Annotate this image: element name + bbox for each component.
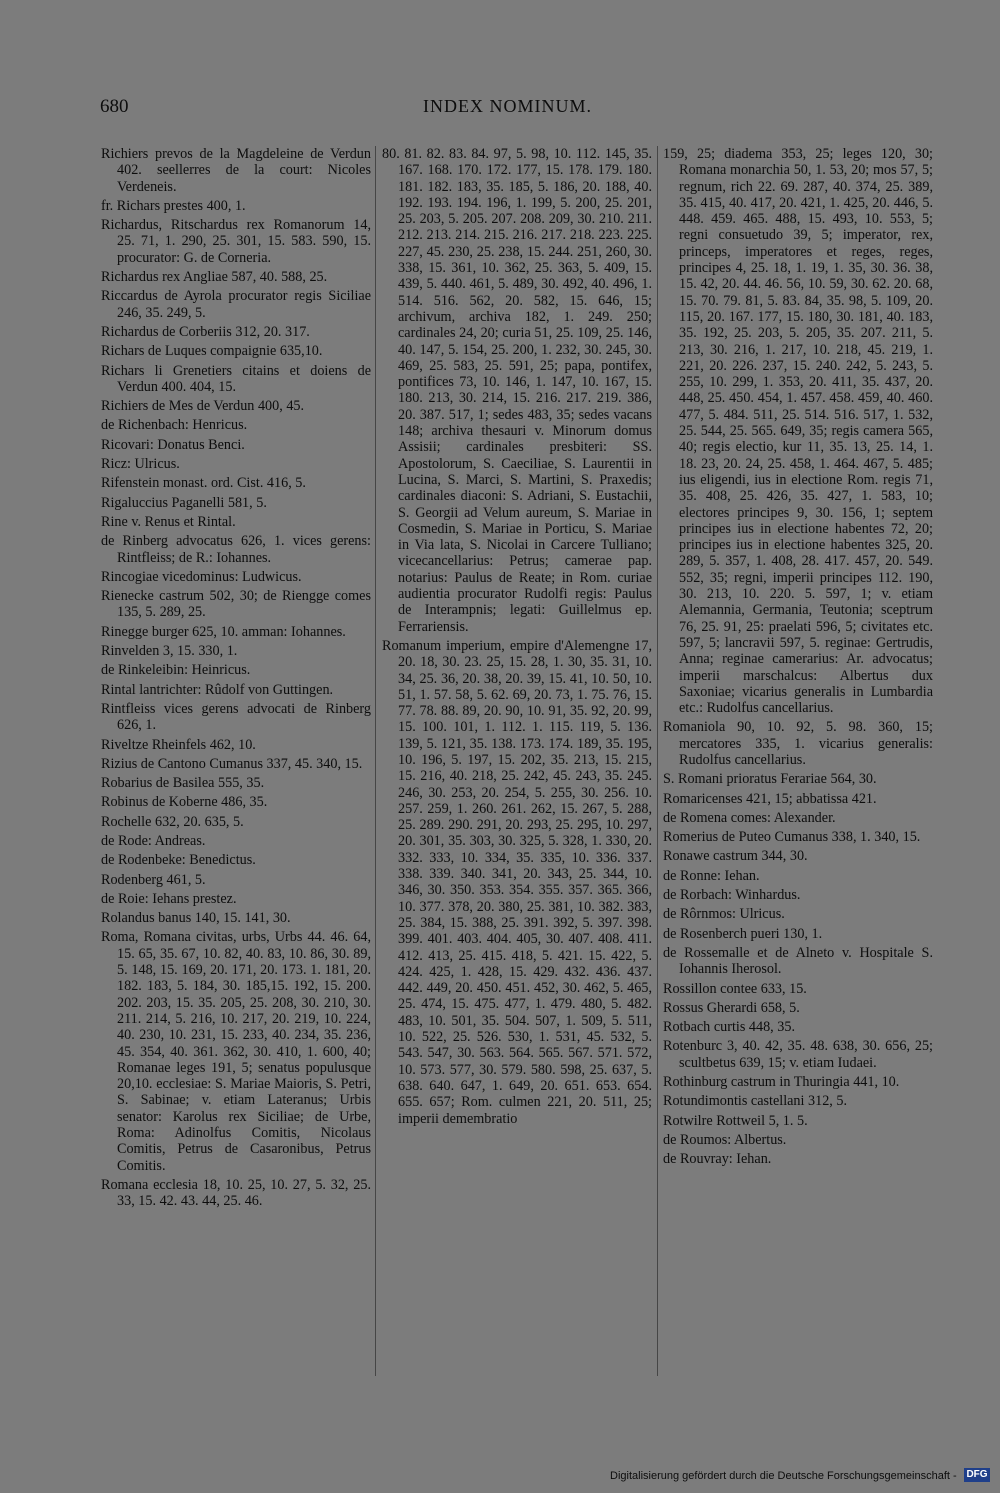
- index-entry: 159, 25; diadema 353, 25; leges 120, 30; Romana monarchia 50, 1. 53, 20; mos 57, 5; regnum, rich 22. 69. 287, 40. 374, 25. 389, 35. 415, 40. 417, 20. 421, 1. 425, 20. 446, 5. 448. 459. 465. 488, 15. 493, 10. 553, 5; regni consuetudo 39, 5; imperator, rex, princeps, imperatores et reges, reges, principes 4, 25. 18, 1. 19, 1. 35, 30. 36. 38, 15. 42, 20. 44. 46. 56, 10. 59, 30. 62. 20. 68, 15. 70. 79. 81, 5. 83. 84, 35. 98, 5. 109, 20. 115, 20. 167. 177, 15. 180, 30. 181, 40. 183, 35. 192, 25. 203, 5. 205, 35. 207. 211, 5. 213, 30. 216, 1. 217, 10. 218, 45. 219, 1. 221, 20. 226. 237, 15. 240. 242, 5. 243, 5. 255, 10. 299, 1. 353, 20. 411, 35. 437, 20. 448, 25. 450. 454, 1. 457. 458. 459, 40. 460. 477, 5. 484. 511, 25. 514. 516. 517, 1. 532, 25. 544, 25. 565. 649, 35; regis camera 565, 40; regis electio, kur 11, 35. 13, 25. 14, 1. 18. 23, 20. 24, 25. 458, 1. 464. 467, 5. 485; ius eligendi, ius in electione Rom. regis 71, 35. 408, 25. 426, 35. 427, 1. 583, 10; electores principes 9, 30. 156, 1; septem principes ius in electione habentes 72, 20; principes ius in electione habentes 325, 20. 289, 5. 357, 1. 408, 28. 417. 457, 20. 549. 552, 35; regni, imperii principes 112. 190, 30. 213, 10. 220. 5. 597, 1; v. etiam Alemannia, Germania, Teutonia; sceptrum 76, 25. 91, 25: praelati 596, 5; civitates etc. 597, 5; lancravii 597, 5. reginae: Gertrudis, Anna; reginae camerarius: Ar. advocatus; imperii marschalcus: Albertus dux Saxoniae; vicarius generalis in Lumbardia etc.: Rudolfus cancellarius.: [663, 146, 933, 717]
- index-entry: Richardus rex Angliae 587, 40. 588, 25.: [101, 269, 328, 286]
- index-entry: Robinus de Koberne 486, 35.: [101, 794, 268, 811]
- index-entry: Ronawe castrum 344, 30.: [663, 848, 808, 865]
- index-entry: Rienecke castrum 502, 30; de Riengge comes 135, 5. 289, 25.: [101, 588, 371, 621]
- page-header: [100, 96, 915, 120]
- index-entry: Rigaluccius Paganelli 581, 5.: [101, 494, 267, 511]
- index-entry: Richars de Luques compaignie 635,10.: [101, 343, 323, 360]
- index-entry: de Richenbach: Henricus.: [101, 417, 248, 434]
- digitization-credit: Digitalisierung gefördert durch die Deutsche Forschungsgemeinschaft -: [610, 1470, 957, 1482]
- index-entry: de Rossemalle et de Alneto v. Hospitale S. Iohannis Iherosol.: [663, 944, 933, 978]
- index-entry: S. Romani prioratus Ferariae 564, 30.: [663, 771, 877, 788]
- index-entry: Rinegge burger 625, 10. amman: Iohannes.: [101, 623, 346, 640]
- index-column-1: [101, 146, 371, 1386]
- index-entry: de Ronne: Iehan.: [663, 867, 760, 884]
- index-entry: Romaricenses 421, 15; abbatissa 421.: [663, 790, 877, 807]
- index-entry: de Rinberg advocatus 626, 1. vices gerens: Rintfleiss; de R.: Iohannes.: [101, 533, 371, 566]
- index-entry: Rolandus banus 140, 15. 141, 30.: [101, 910, 291, 927]
- index-entry: Riveltze Rheinfels 462, 10.: [101, 736, 256, 753]
- index-entry: Rizius de Cantono Cumanus 337, 45. 340, 15.: [101, 755, 363, 772]
- index-entry: Rochelle 632, 20. 635, 5.: [101, 813, 244, 830]
- index-entry: de Rode: Andreas.: [101, 832, 206, 849]
- index-entry: Rifenstein monast. ord. Cist. 416, 5.: [101, 475, 306, 492]
- index-entry: Richiers de Mes de Verdun 400, 45.: [101, 398, 305, 415]
- index-entry: Richiers prevos de la Magdeleine de Verdun 402. seellerres de la court: Nicoles Verdeneis.: [101, 146, 371, 195]
- index-entry: Rintal lantrichter: Rûdolf von Guttingen.: [101, 681, 334, 698]
- index-entry: de Rorbach: Winhardus.: [663, 887, 801, 904]
- index-column-3: [663, 146, 933, 1386]
- index-entry: Romaniola 90, 10. 92, 5. 98. 360, 15; mercatores 335, 1. vicarius generalis: Rudolfus cancellarius.: [663, 719, 933, 768]
- index-entry: Romanum imperium, empire d'Alemengne 17, 20. 18, 30. 23. 25, 15. 28, 1. 30, 35. 31, 10. 34, 25. 36, 20. 38, 20. 39, 15. 41, 10. 50, 10. 51, 1. 57. 58, 5. 62. 69, 20. 73, 1. 75. 76, 15. 77. 78. 88. 89, 20. 90, 10. 91, 35. 92, 20. 99, 15. 100. 101, 1. 112. 1. 115. 119, 5. 136. 139, 5. 121, 35. 138. 173. 174. 189, 35. 195, 10. 196, 5. 197, 15. 202, 35. 213, 15. 215, 15. 216, 40. 218, 25. 242, 45. 243, 35. 245. 246, 30. 253, 20. 254, 5. 255, 30. 256. 10. 257. 259, 1. 260. 261. 262, 15. 267, 5. 288, 25. 289. 290. 291, 20. 293, 25. 295, 10. 297, 20. 301, 35. 303, 30. 325, 5. 328, 1. 330, 20. 332. 333, 10. 334, 35. 335, 10. 336. 337. 338. 339. 340. 341, 20. 343, 25. 344, 10. 346, 30. 350. 353. 354. 355. 357. 365. 366, 10. 377. 378, 20. 380, 25. 381, 10. 382. 383, 25. 384, 15. 388, 25. 391. 392, 5. 397. 398. 399. 401. 403. 404. 405, 30. 407. 408. 411. 412. 413, 25. 415. 418, 5. 421. 15. 422, 5. 424. 425, 1. 428, 15. 429. 432. 436. 437. 442. 449, 20. 450. 451. 452, 30. 462, 5. 465, 25. 474, 15. 475. 477, 1. 479. 480, 5. 482. 483, 10. 501, 35. 504. 507, 1. 509, 5. 511, 10. 522, 25. 526. 530, 1. 531, 45. 532, 5. 543. 547, 30. 563. 564. 565. 567. 571. 572, 10. 573. 577, 30. 579. 580. 598, 25. 637, 5. 638. 640. 647, 1. 649, 20. 651. 653. 654. 655. 657; Rom. culmen 221, 20. 511, 25; imperii demembratio: [382, 637, 652, 1127]
- index-entry: Rothinburg castrum in Thuringia 441, 10.: [663, 1074, 900, 1091]
- index-entry: de Romena comes: Alexander.: [663, 809, 836, 826]
- index-entry: de Roumos: Albertus.: [663, 1131, 787, 1148]
- index-entry: Richars li Grenetiers citains et doiens de Verdun 400. 404, 15.: [101, 362, 371, 395]
- column-rule: [657, 146, 658, 1376]
- index-entry: de Rouvray: Iehan.: [663, 1151, 772, 1168]
- index-entry: de Rosenberch pueri 130, 1.: [663, 925, 823, 942]
- index-entry: Rotundimontis castellani 312, 5.: [663, 1093, 848, 1110]
- index-entry: Rincogiae vicedominus: Ludwicus.: [101, 568, 302, 585]
- index-entry: Romana ecclesia 18, 10. 25, 10. 27, 5. 32, 25. 33, 15. 42. 43. 44, 25. 46.: [101, 1176, 371, 1210]
- index-entry: de Rinkeleibin: Heinricus.: [101, 662, 251, 679]
- index-entry: de Rôrnmos: Ulricus.: [663, 906, 785, 923]
- index-entry: Richardus, Ritschardus rex Romanorum 14, 25. 71, 1. 290, 25. 301, 15. 583. 590, 15. procurator: G. de Corneria.: [101, 217, 371, 266]
- index-entry: Rotenburc 3, 40. 42, 35. 48. 638, 30. 656, 25; scultbetus 639, 15; v. etiam Iudaei.: [663, 1038, 933, 1071]
- index-entry: Rodenberg 461, 5.: [101, 871, 206, 888]
- index-entry: Romerius de Puteo Cumanus 338, 1. 340, 15.: [663, 829, 921, 846]
- index-entry: Ricz: Ulricus.: [101, 456, 180, 473]
- index-entry: Robarius de Basilea 555, 35.: [101, 775, 265, 792]
- index-entry: de Roie: Iehans prestez.: [101, 890, 237, 907]
- running-title: INDEX NOMINUM.: [423, 96, 592, 116]
- index-entry: Rine v. Renus et Rintal.: [101, 513, 236, 530]
- index-entry: Rotwilre Rottweil 5, 1. 5.: [663, 1112, 808, 1129]
- index-entry: Rossillon contee 633, 15.: [663, 980, 807, 997]
- index-entry: Rintfleiss vices gerens advocati de Rinberg 626, 1.: [101, 700, 371, 734]
- index-entry: Rotbach curtis 448, 35.: [663, 1019, 796, 1036]
- index-entry: Riccardus de Ayrola procurator regis Siciliae 246, 35. 249, 5.: [101, 288, 371, 321]
- index-entry: Ricovari: Donatus Benci.: [101, 436, 245, 453]
- page-number: 680: [100, 96, 129, 117]
- dfg-logo: DFG: [964, 1468, 990, 1482]
- index-entry: 80. 81. 82. 83. 84. 97, 5. 98, 10. 112. 145, 35. 167. 168. 170. 172. 177, 15. 178. 179. 180. 181. 182. 183, 35. 185, 5. 186, 20. 188, 40. 192. 193. 194. 196, 1. 199, 5. 200, 25. 201, 25. 203, 5. 205. 207. 208. 209, 30. 210. 211. 212. 213. 214. 215. 216. 217. 218. 223. 225. 227, 45. 230, 25. 238, 15. 244. 251, 260, 30. 338, 15. 361, 10. 362, 25. 363, 5. 409, 15. 439, 5. 440. 461, 5. 489, 30. 492, 40. 496, 1. 514. 516. 562, 20. 582, 15. 646, 15; archivum, archiva 182, 1. 249. 250; cardinales 24, 20; curia 51, 25. 109, 25. 146, 40. 147, 5. 154, 25. 200, 1. 232, 30. 245, 30. 469, 25. 583, 25. 591, 25; papa, pontifex, pontifices 73, 10. 146, 1. 147, 10. 167, 15. 180. 213, 30. 214, 15. 216. 217. 219. 386, 20. 387. 517, 1; sedes 483, 35; sedes vacans 148; archiva thesauri v. Minorum domus Assisii; cardinales presbiteri: SS. Apostolorum, S. Caeciliae, S. Laurentii in Lucina, S. Marci, S. Martini, S. Praxedis; cardinales diaconi: S. Adriani, S. Eustachii, S. Georgii ad Velum aureum, S. Mariae in Cosmedin, S. Mariae in Porticu, S. Mariae in Via lata, S. Nicolai in Carcere Tulliano; vicecancellarius: Petrus; camerae pap. notarius: Paulus de Reate; in Rom. curiae audientia procurator Rudolfi regis: Paulus de Interampnis; legati: Guillelmus ep. Ferrariensis.: [382, 146, 652, 635]
- index-entry: fr. Richars prestes 400, 1.: [101, 197, 246, 214]
- index-entry: Richardus de Corberiis 312, 20. 317.: [101, 323, 310, 340]
- index-entry: Roma, Romana civitas, urbs, Urbs 44. 46. 64, 15. 65, 35. 67, 10. 82, 40. 83, 10. 86, 30. 89, 5. 148, 15. 169, 20. 171, 20. 173. 1. 181, 20. 182. 183, 5. 184, 30. 185,15. 192, 15. 200. 202. 203, 15. 35. 205, 25. 208, 30. 210, 30. 211. 214, 5. 216, 10. 217, 20. 219, 10. 224, 40. 230, 10. 231, 15. 233, 40. 234, 35. 236, 45. 354, 40. 361. 362, 30. 410, 1. 600, 40; Romanae leges 191, 5; senatus populusque 20,10. ecclesiae: S. Mariae Maioris, S. Petri, S. Sabinae; v. etiam Lateranus; Urbis senator: Karolus rex Siciliae; de Urbe, Roma: Adinolfus Comitis, Nicolaus Comitis, Petrus de Casaronibus, Petrus Comitis.: [101, 929, 371, 1174]
- index-entry: de Rodenbeke: Benedictus.: [101, 852, 256, 869]
- index-column-2: [382, 146, 652, 1386]
- index-entry: Rinvelden 3, 15. 330, 1.: [101, 643, 238, 660]
- index-entry: Rossus Gherardi 658, 5.: [663, 999, 800, 1016]
- column-rule: [375, 146, 376, 1376]
